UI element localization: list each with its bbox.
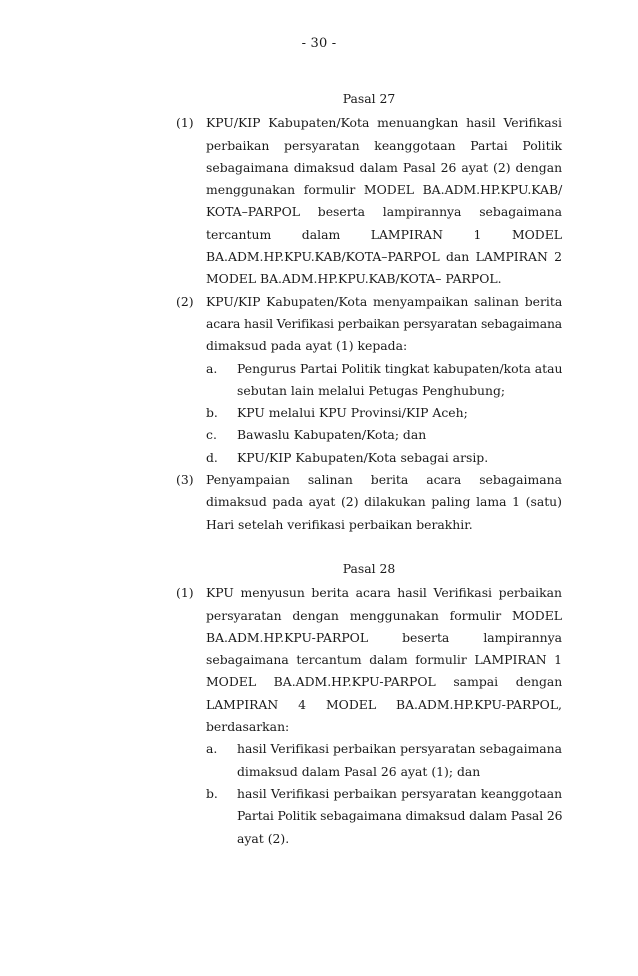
pasal-27-ayat-2 <box>176 291 562 469</box>
text-line: KPU/KIP Kabupaten/Kota sebagai arsip. <box>237 449 489 465</box>
text-line: dimaksud pada ayat (2) dilakukan paling lama 1 (satu) <box>206 494 562 510</box>
text-line: perbaikan persyaratan keanggotaan Partai Politik <box>206 137 563 153</box>
text-line: BA.ADM.HP.KPU-PARPOL beserta lampirannya <box>206 629 562 645</box>
text-line: tercantum dalam LAMPIRAN 1 MODEL <box>206 226 562 242</box>
text-line: menggunakan formulir MODEL BA.ADM.HP.KPU.KAB/ <box>206 182 563 198</box>
document-body <box>176 88 562 850</box>
text-line: MODEL BA.ADM.HP.KPU.KAB/KOTA– PARPOL. <box>206 271 502 287</box>
ayat-text <box>206 582 562 850</box>
text-line: ayat (2). <box>237 830 290 846</box>
list-item <box>206 783 562 850</box>
list-item <box>206 738 562 783</box>
text-line: sebagaimana tercantum dalam formulir LAMPIRAN 1 <box>206 652 562 668</box>
text-line: berdasarkan: <box>206 719 290 735</box>
text-line: hasil Verifikasi perbaikan persyaratan keanggotaan <box>237 785 563 801</box>
text-line: KOTA–PARPOL beserta lampirannya sebagaimana <box>206 204 562 220</box>
pasal-27-ayat-1 <box>176 112 562 290</box>
ayat-number: (3) <box>176 472 194 488</box>
text-line: Penyampaian salinan berita acara sebagaimana <box>206 472 562 488</box>
list-letter: d. <box>206 449 218 465</box>
text-line: persyaratan dengan menggunakan formulir MODEL <box>206 607 562 623</box>
ayat-number: (2) <box>176 293 194 309</box>
ayat-number: (1) <box>176 585 194 601</box>
text-line: dimaksud pada ayat (1) kepada: <box>206 338 408 354</box>
text-line: KPU melalui KPU Provinsi/KIP Aceh; <box>237 405 468 421</box>
text-line: Pengurus Partai Politik tingkat kabupaten/kota atau <box>237 360 563 376</box>
list-letter: a. <box>206 741 218 757</box>
article-heading-pasal-28: Pasal 28 <box>342 560 396 576</box>
page-number: - 30 - <box>301 36 337 51</box>
list-letter: c. <box>206 427 217 443</box>
list-item <box>206 447 562 469</box>
text-line: LAMPIRAN 4 MODEL BA.ADM.HP.KPU-PARPOL, <box>206 696 562 712</box>
pasal-27-ayat-3 <box>176 469 562 536</box>
text-line: KPU/KIP Kabupaten/Kota menuangkan hasil Verifikasi <box>206 115 562 131</box>
list-item <box>206 402 562 424</box>
ayat-number: (1) <box>176 115 194 131</box>
text-line: Partai Politik sebagaimana dimaksud dalam Pasal 26 <box>237 808 563 824</box>
list-item <box>206 424 562 446</box>
text-line: Hari setelah verifikasi perbaikan berakhir. <box>206 516 473 532</box>
ayat-text <box>206 469 562 536</box>
text-line: dimaksud dalam Pasal 26 ayat (1); dan <box>237 763 481 779</box>
article-heading-pasal-27: Pasal 27 <box>342 91 396 106</box>
text-line: sebutan lain melalui Petugas Penghubung; <box>237 382 506 398</box>
list-letter: b. <box>206 405 218 421</box>
ayat-text <box>206 112 562 290</box>
ayat-text <box>206 291 562 469</box>
text-line: BA.ADM.HP.KPU.KAB/KOTA–PARPOL dan LAMPIRAN 2 <box>206 249 562 265</box>
text-line: Bawaslu Kabupaten/Kota; dan <box>237 427 427 443</box>
list-letter: b. <box>206 785 218 801</box>
pasal-28-ayat-1 <box>176 582 562 850</box>
list-item <box>206 358 562 403</box>
text-line: MODEL BA.ADM.HP.KPU-PARPOL sampai dengan <box>206 674 563 690</box>
text-line: sebagaimana dimaksud dalam Pasal 26 ayat (2) dengan <box>206 159 563 175</box>
list-letter: a. <box>206 360 218 376</box>
text-line: acara hasil Verifikasi perbaikan persyaratan sebagaimana <box>206 315 562 331</box>
text-line: KPU/KIP Kabupaten/Kota menyampaikan salinan berita <box>206 293 563 309</box>
text-line: KPU menyusun berita acara hasil Verifikasi perbaikan <box>206 585 562 601</box>
text-line: hasil Verifikasi perbaikan persyaratan sebagaimana <box>237 741 562 757</box>
